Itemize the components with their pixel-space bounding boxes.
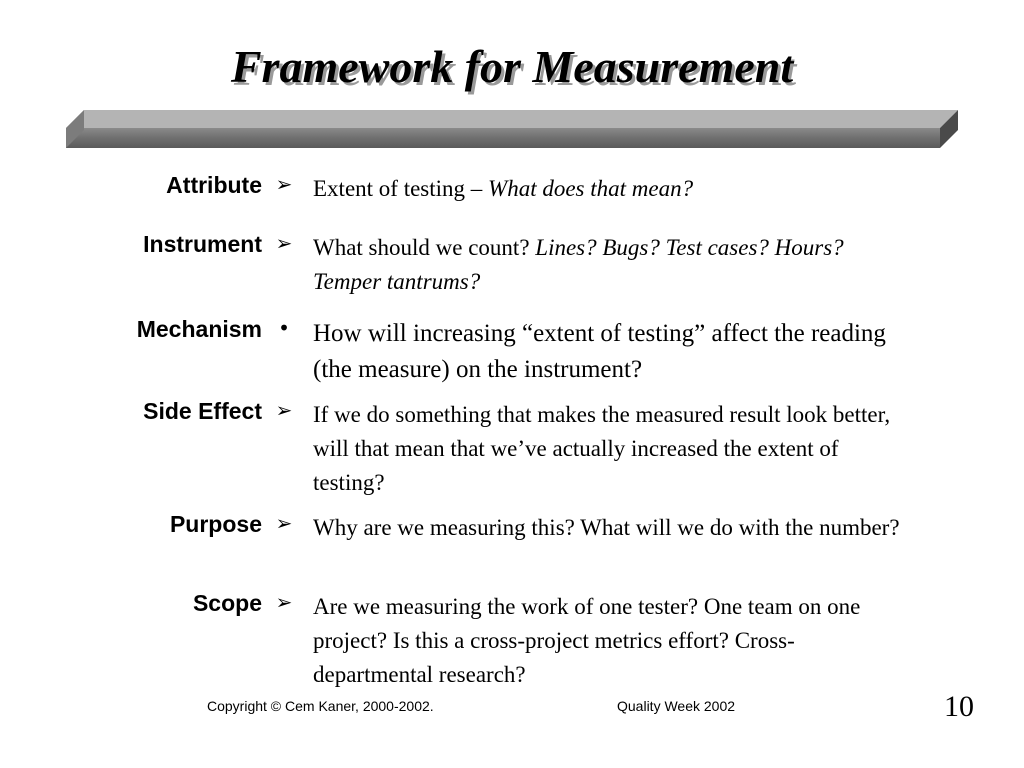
row-text: If we do something that makes the measured result look better, will that mean that we’ve actually increased the extent of testing? bbox=[313, 402, 891, 495]
row-label: Instrument bbox=[143, 231, 262, 257]
arrow-bullet-icon: ➢ bbox=[275, 231, 293, 255]
row-label: Mechanism bbox=[136, 316, 262, 342]
row-text-italic: Lines? Bugs? Test cases? Hours? Temper tantrums? bbox=[313, 235, 844, 294]
page-number: 10 bbox=[944, 690, 974, 723]
row-text-plain: What should we count? bbox=[313, 235, 536, 260]
row-text: How will increasing “extent of testing” affect the reading (the measure) on the instrument? bbox=[313, 320, 886, 383]
row-label: Attribute bbox=[166, 172, 262, 198]
row-text-italic: What does that mean? bbox=[488, 176, 694, 201]
footer-copyright: Copyright © Cem Kaner, 2000-2002. bbox=[207, 698, 434, 714]
row-text-plain: Extent of testing – bbox=[313, 176, 489, 201]
footer-event: Quality Week 2002 bbox=[617, 698, 736, 714]
slide-title: Framework for Measurement bbox=[230, 41, 794, 92]
arrow-bullet-icon: ➢ bbox=[275, 398, 293, 422]
arrow-bullet-icon: ➢ bbox=[275, 590, 293, 614]
dot-bullet-icon: • bbox=[278, 316, 290, 340]
row-text: Why are we measuring this? What will we do with the number? bbox=[313, 515, 900, 540]
arrow-bullet-icon: ➢ bbox=[275, 172, 293, 196]
title-divider-bar bbox=[66, 110, 958, 148]
row-label: Purpose bbox=[169, 511, 262, 537]
row-label: Scope bbox=[192, 590, 262, 616]
arrow-bullet-icon: ➢ bbox=[275, 511, 293, 535]
row-text bbox=[313, 172, 913, 206]
row-text bbox=[313, 231, 913, 299]
row-text: Are we measuring the work of one tester? One team on one project? Is this a cross-project metrics effort? Cross-departmental research? bbox=[313, 594, 861, 687]
row-label: Side Effect bbox=[143, 398, 262, 424]
